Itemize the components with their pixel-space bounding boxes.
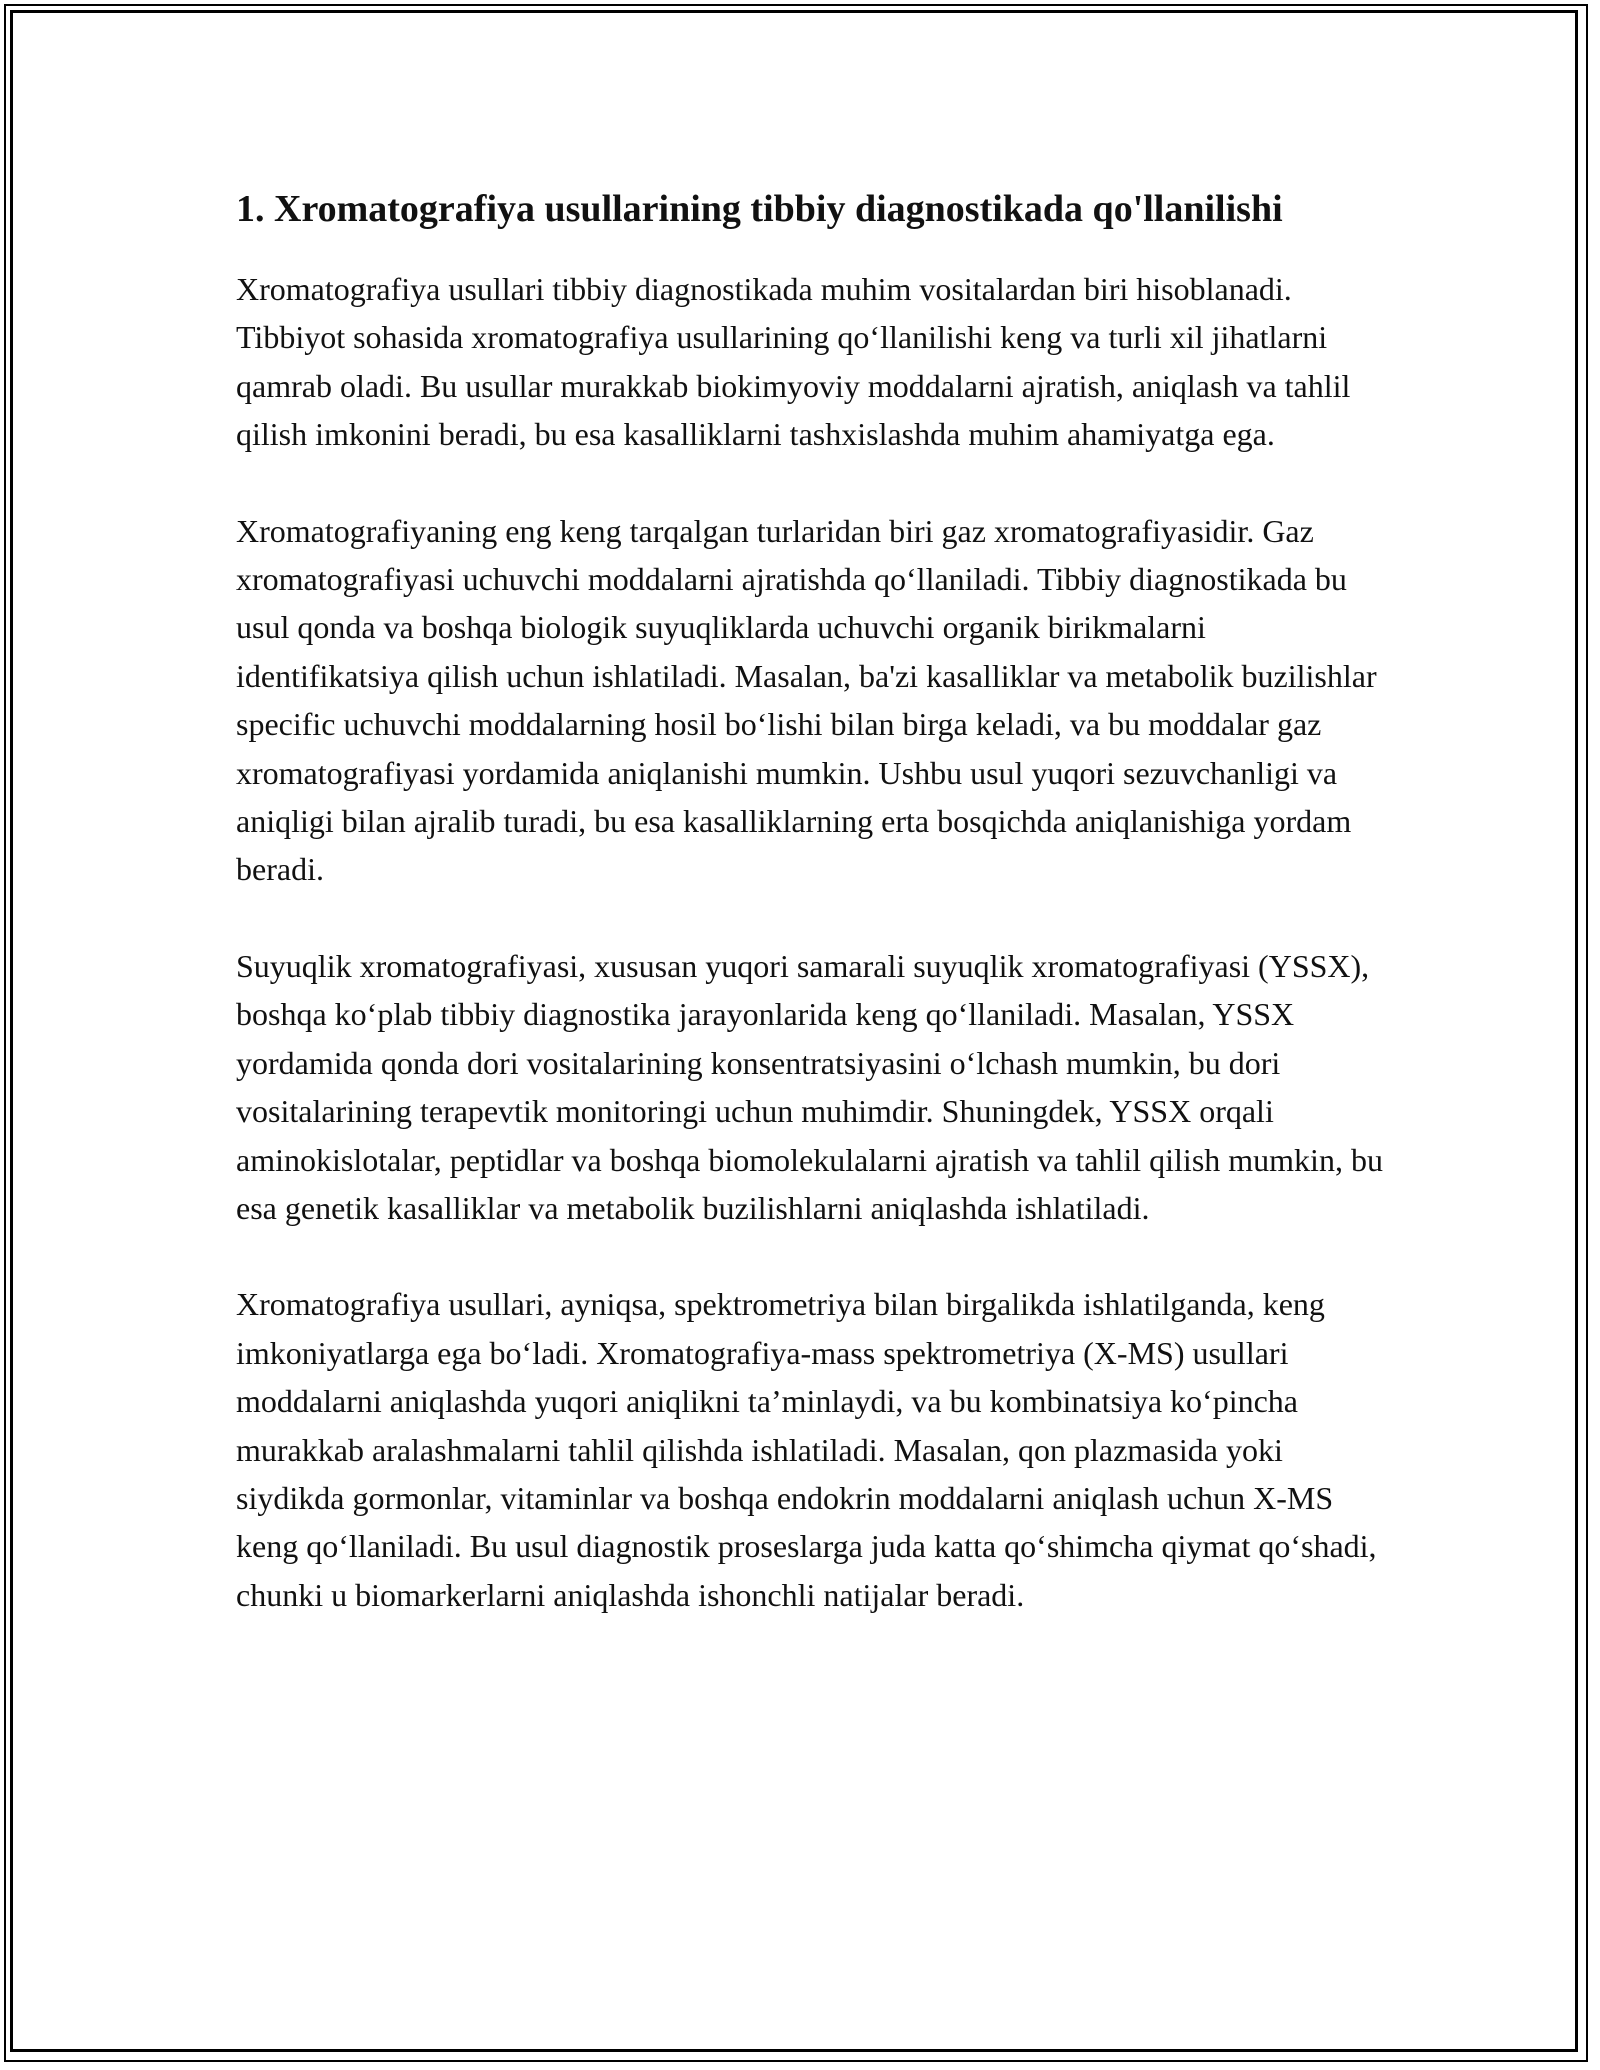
paragraph-mass-spectrometry: Xromatografiya usullari, ayniqsa, spektrometriya bilan birgalikda ishlatilganda, keng imkoniyatlarga ega bo‘ladi. Xromatografiya-mass spektrometriya (X-MS) usullari moddalarni aniqlashda yuqori aniqlikni ta’minlaydi, va bu kombinatsiya ko‘pincha murakkab aralashmalarni tahlil qilishda ishlatiladi. Masalan, qon plazmasida yoki siydikda gormonlar, vitaminlar va boshqa endokrin moddalarni aniqlash uchun X-MS keng qo‘llaniladi. Bu usul diagnostik proseslarga juda katta qo‘shimcha qiymat qo‘shadi, chunki u biomarkerlarni aniqlashda ishonchli natijalar beradi.	[236, 1286, 1377, 1613]
paragraph-liquid-chromatography: Suyuqlik xromatografiyasi, xususan yuqori samarali suyuqlik xromatografiyasi (YSSX), boshqa ko‘plab tibbiy diagnostika jarayonlarida keng qo‘llaniladi. Masalan, YSSX yordamida qonda dori vositalarining konsentratsiyasini o‘lchash mumkin, bu dori vositalarining terapevtik monitoringi uchun muhimdir. Shuningdek, YSSX orqali aminokislotalar, peptidlar va boshqa biomolekulalarni ajratish va tahlil qilish mumkin, bu esa genetik kasalliklar va metabolik buzilishlarni aniqlashda ishlatiladi.	[236, 947, 1383, 1226]
paragraph-gas-chromatography: Xromatografiyaning eng keng tarqalgan turlaridan biri gaz xromatografiyasidir. Gaz xromatografiyasi uchuvchi moddalarni ajratishda qo‘llaniladi. Tibbiy diagnostikada bu usul qonda va boshqa biologik suyuqliklarda uchuvchi organik birikmalarni identifikatsiya qilish uchun ishlatiladi. Masalan, ba'zi kasalliklar va metabolik buzilishlar specific uchuvchi moddalarning hosil bo‘lishi bilan birga keladi, va bu moddalar gaz xromatografiyasi yordamida aniqlanishi mumkin. Ushbu usul yuqori sezuvchanligi va aniqligi bilan ajralib turadi, bu esa kasalliklarning erta bosqichda aniqlanishiga yordam beradi.	[236, 512, 1377, 888]
paragraph-intro: Xromatografiya usullari tibbiy diagnostikada muhim vositalardan biri hisoblanadi. Tibbiyot sohasida xromatografiya usullarining qo‘llanilishi keng va turli xil jihatlarni qamrab oladi. Bu usullar murakkab biokimyoviy moddalarni ajratish, aniqlash va tahlil qilish imkonini beradi, bu esa kasalliklarni tashxislashda muhim ahamiyatga ega.	[236, 271, 1351, 453]
document-body	[236, 182, 1386, 1667]
section-heading: 1. Xromatografiya usullarining tibbiy diagnostikada qo'llanilishi	[236, 188, 1283, 230]
